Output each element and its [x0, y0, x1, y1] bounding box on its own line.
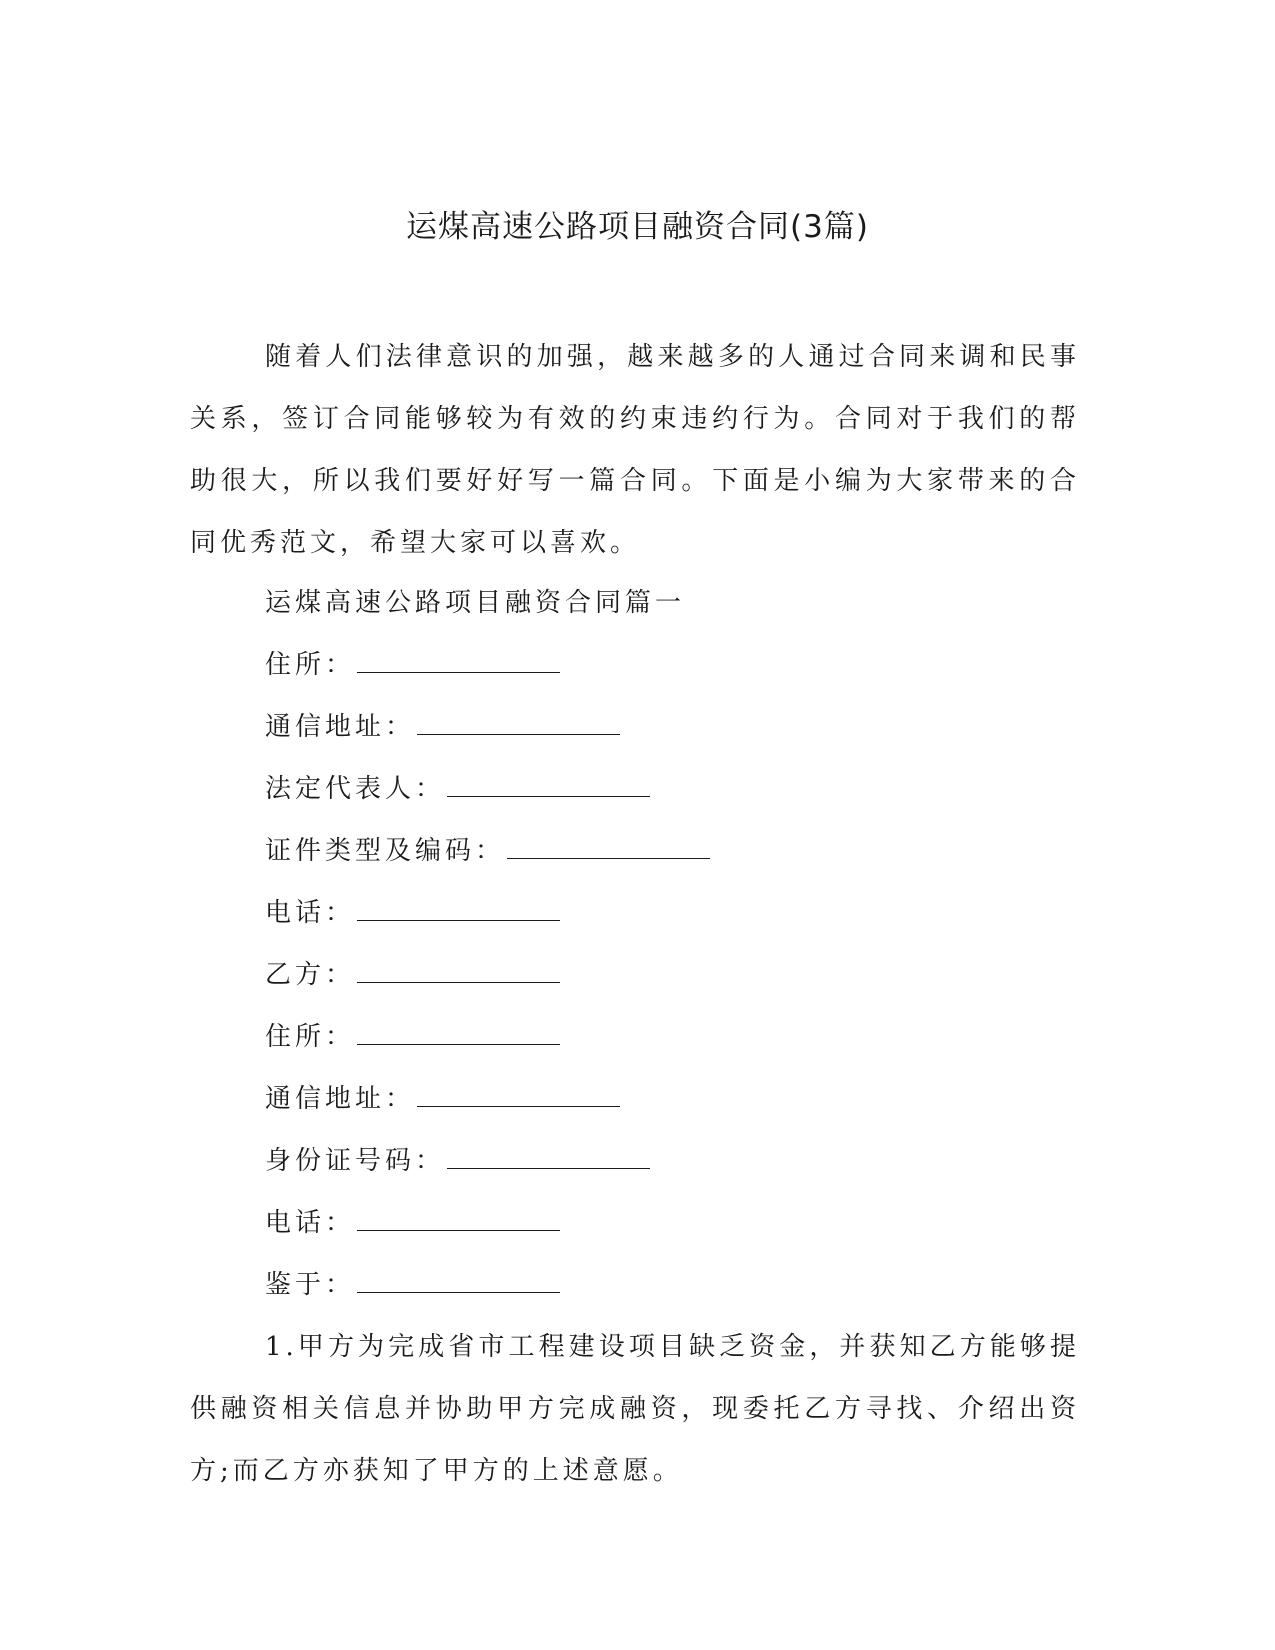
- field-label: 住所：: [265, 1022, 356, 1052]
- blank-line: [507, 838, 710, 859]
- field-phone-a: [190, 882, 1080, 944]
- field-id-number: [190, 1130, 1080, 1192]
- field-label: 通信地址：: [265, 1084, 416, 1114]
- intro-paragraph: 随着人们法律意识的加强，越来越多的人通过合同来调和民事关系，签订合同能够较为有效的约束违约行为。合同对于我们的帮助很大，所以我们要好好写一篇合同。下面是小编为大家带来的合同优秀范文，希望大家可以喜欢。: [190, 342, 1080, 558]
- field-label: 乙方：: [265, 960, 356, 990]
- blank-line: [357, 962, 560, 983]
- field-id-type-number: [190, 820, 1080, 882]
- blank-line: [357, 1272, 560, 1293]
- field-label: 通信地址：: [265, 712, 416, 742]
- contract-body: [190, 572, 1080, 1502]
- field-residence-a: [190, 634, 1080, 696]
- field-label: 电话：: [265, 1208, 356, 1238]
- blank-line: [417, 1086, 620, 1107]
- field-label: 鉴于：: [265, 1270, 356, 1300]
- field-label: 身份证号码：: [265, 1146, 446, 1176]
- field-label: 电话：: [265, 898, 356, 928]
- field-label: 法定代表人：: [265, 774, 446, 804]
- field-residence-b: [190, 1006, 1080, 1068]
- blank-line: [357, 1210, 560, 1231]
- blank-line: [447, 776, 650, 797]
- blank-line: [357, 652, 560, 673]
- clause-1: 1.甲方为完成省市工程建设项目缺乏资金，并获知乙方能够提供融资相关信息并协助甲方完成融资，现委托乙方寻找、介绍出资方;而乙方亦获知了甲方的上述意愿。: [190, 1332, 1080, 1486]
- blank-line: [417, 714, 620, 735]
- field-label: 证件类型及编码：: [265, 836, 506, 866]
- blank-line: [357, 1024, 560, 1045]
- field-party-b: [190, 944, 1080, 1006]
- field-legal-representative: [190, 758, 1080, 820]
- blank-line: [357, 900, 560, 921]
- field-label: 住所：: [265, 650, 356, 680]
- document-title: 运煤高速公路项目融资合同(3篇): [406, 209, 869, 245]
- field-mailing-address-a: [190, 696, 1080, 758]
- field-phone-b: [190, 1192, 1080, 1254]
- section-heading: 运煤高速公路项目融资合同篇一: [265, 588, 686, 618]
- field-whereas: [190, 1254, 1080, 1316]
- field-mailing-address-b: [190, 1068, 1080, 1130]
- blank-line: [447, 1148, 650, 1169]
